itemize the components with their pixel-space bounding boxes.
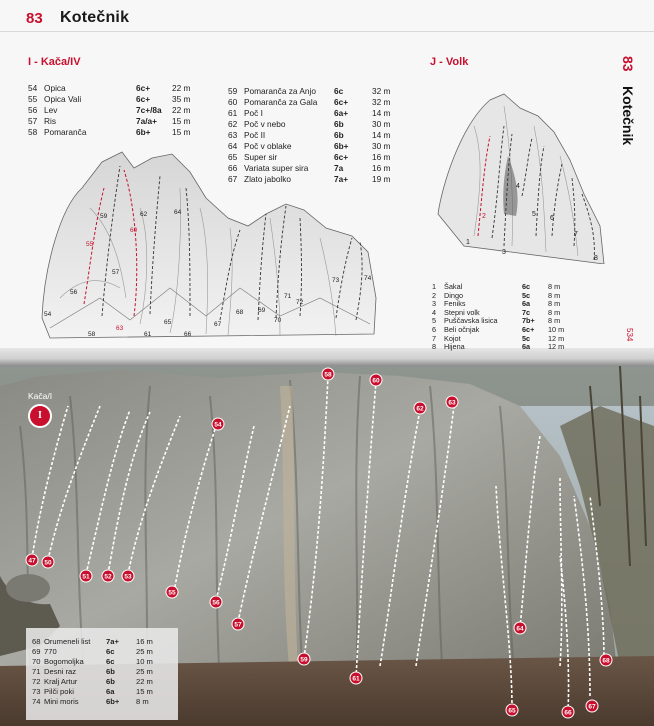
- table-row: 74 Mini moris 6b+ 8 m: [32, 697, 149, 706]
- table-row: 72 Kralj Artur 6b 22 m: [32, 677, 153, 686]
- photo-sector-label: Kača/I: [28, 391, 53, 401]
- topo-label: 57: [112, 269, 120, 276]
- route-marker: [298, 653, 310, 665]
- table-row: 61 Poč I 6a+ 14 m: [228, 108, 391, 118]
- svg-text:66: 66: [564, 709, 572, 717]
- route-marker: [42, 556, 54, 568]
- table-row: 73 Pilči poki 6a 15 m: [32, 687, 153, 696]
- table-row: 3 Feniks 6a 8 m: [432, 299, 561, 309]
- svg-text:50: 50: [44, 559, 52, 567]
- photo-legend: [32, 637, 153, 707]
- topo-label: 68: [236, 309, 244, 316]
- route-marker: [80, 570, 92, 582]
- svg-text:64: 64: [516, 625, 524, 633]
- table-row: 68 Orumeneli list 7a+ 16 m: [32, 637, 153, 646]
- svg-text:62: 62: [416, 405, 424, 413]
- table-row: 8 Hijena 6a 12 m: [432, 342, 565, 352]
- sector-j-routes: [432, 283, 564, 352]
- topo-label: 64: [174, 209, 182, 216]
- svg-text:55: 55: [168, 589, 176, 597]
- page-number: 83: [26, 10, 43, 27]
- route-marker: [600, 654, 612, 666]
- topo-label: 66: [184, 331, 192, 338]
- topo-label: 55: [86, 241, 94, 248]
- topo-label: 54: [44, 311, 52, 318]
- topo-label: 8: [594, 255, 598, 262]
- table-row: 54 Opica 6c+ 22 m: [28, 83, 191, 93]
- svg-text:68: 68: [602, 657, 610, 665]
- svg-text:59: 59: [300, 656, 308, 664]
- table-row: 7 Kojot 5c 12 m: [432, 333, 565, 343]
- table-row: 4 Stepni volk 7c 8 m: [432, 307, 561, 317]
- table-row: 58 Pomaranča 6b+ 15 m: [28, 127, 191, 137]
- route-marker: [212, 418, 224, 430]
- sector-j-topo-sketch: [434, 86, 610, 264]
- table-row: 67 Zlato jabolko 7a+ 19 m: [228, 174, 391, 184]
- topo-label: 59: [100, 213, 108, 220]
- table-row: 1 Šakal 6c 8 m: [432, 282, 561, 291]
- route-marker: [506, 704, 518, 716]
- svg-text:47: 47: [28, 557, 36, 565]
- topo-label: 63: [116, 325, 124, 332]
- topo-label: 70: [274, 317, 282, 324]
- route-marker: [122, 570, 134, 582]
- svg-text:63: 63: [448, 399, 456, 407]
- table-row: 2 Dingo 5c 8 m: [432, 290, 561, 300]
- table-row: 56 Lev 7c+/8a 22 m: [28, 105, 191, 115]
- table-row: 64 Poč v oblake 6b+ 30 m: [228, 141, 391, 151]
- topo-label: 65: [164, 319, 172, 326]
- topo-label: 67: [214, 321, 222, 328]
- header-rule: [0, 31, 654, 32]
- topo-label: 1: [466, 239, 470, 246]
- topo-label: 60: [130, 227, 138, 234]
- topo-label: 56: [70, 289, 78, 296]
- sector-badge: I: [28, 404, 52, 428]
- topo-label: 71: [284, 293, 292, 300]
- svg-text:53: 53: [124, 573, 132, 581]
- table-row: 6 Beli očnjak 6c+ 10 m: [432, 324, 565, 334]
- topo-label: 62: [140, 211, 148, 218]
- table-row: 57 Ris 7a/a+ 15 m: [28, 116, 191, 126]
- topo-label: 73: [332, 277, 340, 284]
- route-marker: [166, 586, 178, 598]
- table-row: 60 Pomaranča za Gala 6c+ 32 m: [228, 97, 391, 107]
- route-marker: [102, 570, 114, 582]
- topo-label: 2: [482, 213, 486, 220]
- sector-j-title: J - Volk: [430, 56, 469, 68]
- table-row: 65 Super sir 6c+ 16 m: [228, 152, 391, 162]
- topo-label: 58: [88, 331, 96, 338]
- svg-text:65: 65: [508, 707, 516, 715]
- side-page-number: 83: [620, 56, 636, 72]
- topo-label: 61: [144, 331, 152, 338]
- table-row: 55 Opica Vali 6c+ 35 m: [28, 94, 191, 104]
- sector-i-routes-col1: [28, 83, 190, 138]
- route-marker: [350, 672, 362, 684]
- route-marker: [414, 402, 426, 414]
- svg-text:60: 60: [372, 377, 380, 385]
- topo-label: 5: [532, 211, 536, 218]
- route-marker: [322, 368, 334, 380]
- route-marker: [26, 554, 38, 566]
- sector-i-topo-sketch: [30, 148, 385, 343]
- sector-i-title: I - Kača/IV: [28, 56, 81, 68]
- route-marker: [586, 700, 598, 712]
- table-row: 63 Poč II 6b 14 m: [228, 130, 391, 140]
- svg-text:67: 67: [588, 703, 596, 711]
- topo-label: 3: [502, 249, 506, 256]
- route-marker: [446, 396, 458, 408]
- svg-text:52: 52: [104, 573, 112, 581]
- topo-label: 4: [516, 183, 520, 190]
- side-mark-top: 534: [625, 328, 634, 342]
- route-marker: [370, 374, 382, 386]
- svg-text:54: 54: [214, 421, 222, 429]
- table-row: 59 Pomaranča za Anjo 6c 32 m: [228, 86, 391, 96]
- svg-text:51: 51: [82, 573, 90, 581]
- svg-text:58: 58: [324, 371, 332, 379]
- table-row: 70 Bogomoljka 6c 10 m: [32, 657, 153, 666]
- topo-label: 6: [550, 215, 554, 222]
- table-row: 66 Variata super sira 7a 16 m: [228, 163, 391, 173]
- table-row: 62 Poč v nebo 6b 30 m: [228, 119, 391, 129]
- svg-text:57: 57: [234, 621, 242, 629]
- topo-label: 7: [574, 231, 578, 238]
- page-title: Kotečnik: [60, 9, 130, 26]
- route-marker: [210, 596, 222, 608]
- svg-text:56: 56: [212, 599, 220, 607]
- topo-label: 72: [296, 299, 304, 306]
- table-row: 69 770 6c 25 m: [32, 647, 153, 656]
- topo-label: 74: [364, 275, 372, 282]
- svg-text:61: 61: [352, 675, 360, 683]
- route-marker: [514, 622, 526, 634]
- route-marker: [562, 706, 574, 718]
- side-title: Kotečnik: [620, 86, 636, 146]
- table-row: 71 Desni raz 6b 25 m: [32, 667, 153, 676]
- topo-label: 69: [258, 307, 266, 314]
- route-marker: [232, 618, 244, 630]
- table-row: 5 Puščavska lisica 7b+ 8 m: [432, 316, 561, 326]
